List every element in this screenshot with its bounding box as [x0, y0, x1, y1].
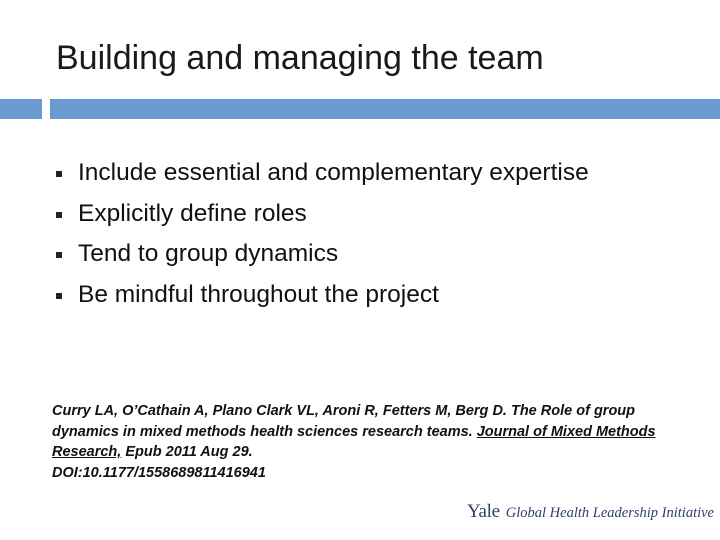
bullet-text: Be mindful throughout the project	[78, 280, 439, 308]
citation-journal-link[interactable]: Journal of Mixed Methods Research,	[52, 423, 656, 460]
bullet-square-icon	[56, 252, 62, 258]
slide-title: Building and managing the team	[56, 39, 544, 77]
citation-doi: DOI:10.1177/1558689811416941	[52, 464, 266, 481]
citation	[52, 401, 692, 483]
bullet-text: Include essential and complementary expertise	[78, 159, 589, 186]
accent-bar-left	[0, 99, 42, 119]
citation-text: Curry LA, O’Cathain A, Plano Clark VL, Aroni R, Fetters M, Berg D. The Role of group dynamics in mixed methods health sciences research teams.	[52, 403, 636, 440]
bullet-text: Explicitly define roles	[78, 199, 307, 227]
bullet-text: Tend to group dynamics	[78, 240, 339, 267]
yale-ghli-logo	[467, 501, 714, 525]
bullet-square-icon	[56, 212, 62, 218]
initiative-name: Global Health Leadership Initiative	[505, 505, 714, 521]
citation-epub: Epub 2011 Aug 29.	[121, 444, 253, 460]
bullet-square-icon	[56, 293, 62, 299]
yale-wordmark: Yale	[467, 501, 500, 522]
bullet-square-icon	[56, 171, 62, 177]
accent-bar	[50, 99, 720, 119]
